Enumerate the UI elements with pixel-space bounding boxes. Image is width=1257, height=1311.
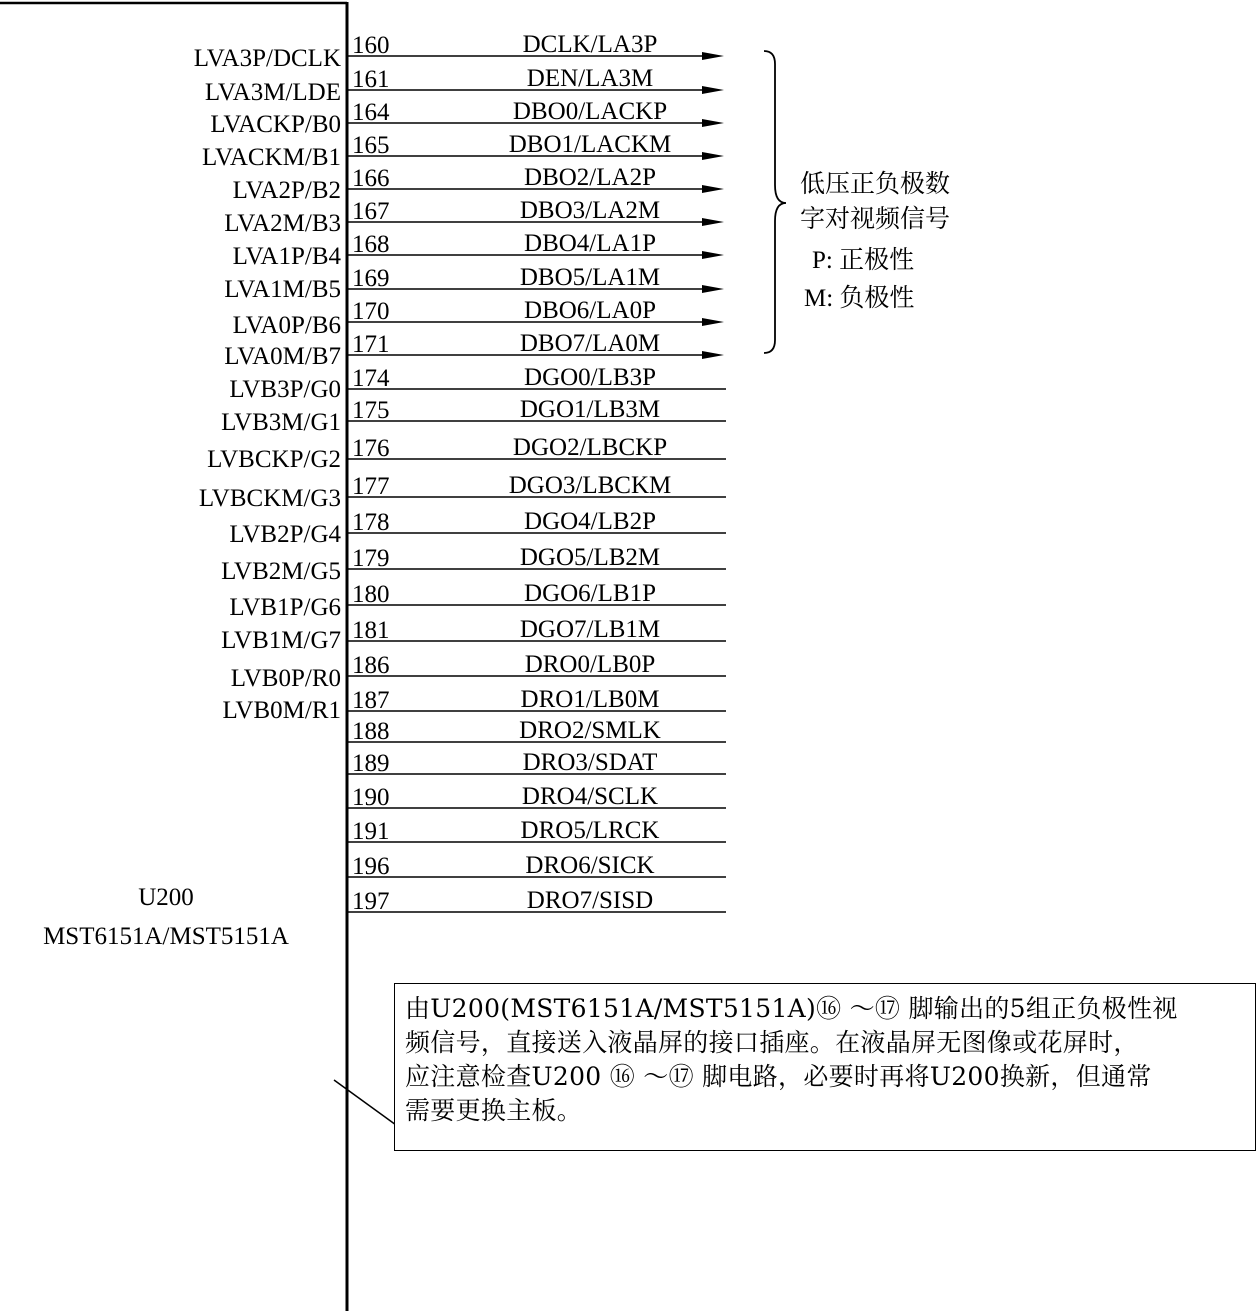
pin-internal-name-179: LVB2M/G5 [221,558,341,585]
pin-number-175: 175 [352,397,390,424]
pin-internal-name-171: LVA0M/B7 [224,343,341,370]
pin-number-171: 171 [352,331,390,358]
pin-number-174: 174 [352,365,390,392]
pin-number-164: 164 [352,99,390,126]
pin-arrow-161 [702,86,724,94]
pin-signal-186: DRO0/LB0P [524,651,656,678]
pin-signal-164: DBO0/LACKP [512,98,668,125]
pin-number-165: 165 [352,132,390,159]
pin-signal-160: DCLK/LA3P [522,31,658,58]
note-line-4: 需要更换主板。 [405,1096,583,1125]
pin-signal-174: DGO0/LB3P [524,364,656,391]
pin-signal-165: DBO1/LACKM [508,131,672,158]
pin-internal-name-180: LVB1P/G6 [229,594,341,621]
pin-arrow-171 [702,351,724,359]
pin-number-178: 178 [352,509,390,536]
pin-number-196: 196 [352,853,390,880]
pin-signal-179: DGO5/LB2M [519,544,661,571]
pin-internal-name-161: LVA3M/LDE [204,79,341,106]
pin-rows [194,31,726,915]
pin-arrow-165 [702,152,724,160]
pin-signal-196: DRO6/SICK [525,852,655,879]
pin-signal-176: DGO2/LBCKP [512,434,668,461]
pin-internal-name-186: LVB0P/R0 [230,665,341,692]
pin-signal-167: DBO3/LA2M [519,197,661,224]
pin-signal-161: DEN/LA3M [526,65,654,92]
pin-internal-name-170: LVA0P/B6 [232,312,341,339]
pin-internal-name-187: LVB0M/R1 [222,697,341,724]
pin-number-191: 191 [352,818,390,845]
pin-signal-187: DRO1/LB0M [520,686,660,713]
pin-internal-name-168: LVA1P/B4 [232,243,341,270]
pin-internal-name-165: LVACKM/B1 [202,144,341,171]
brace-label-line-1: 低压正负极数 [800,171,951,198]
note-leader-line [334,1080,396,1125]
pin-internal-name-174: LVB3P/G0 [229,376,341,403]
pin-number-197: 197 [352,888,390,915]
pin-signal-197: DRO7/SISD [526,887,654,914]
pin-number-161: 161 [352,66,390,93]
pin-number-176: 176 [352,435,390,462]
pin-number-168: 168 [352,231,390,258]
pin-signal-190: DRO4/SCLK [521,783,659,810]
pin-internal-name-175: LVB3M/G1 [221,409,341,436]
group-brace [764,51,786,353]
brace-label-line-2: 字对视频信号 [800,206,951,233]
pin-number-190: 190 [352,784,390,811]
pin-signal-171: DBO7/LA0M [519,330,661,357]
pin-number-189: 189 [352,750,390,777]
pin-number-177: 177 [352,473,390,500]
pin-number-170: 170 [352,298,390,325]
brace-label-line-4: M: 负极性 [804,285,915,312]
pin-number-169: 169 [352,265,390,292]
pin-arrow-168 [702,251,724,259]
pin-internal-name-181: LVB1M/G7 [221,627,341,654]
pin-signal-175: DGO1/LB3M [519,396,661,423]
pin-signal-166: DBO2/LA2P [524,164,656,191]
pin-arrow-164 [702,119,724,127]
pin-internal-name-164: LVACKP/B0 [210,111,341,138]
pin-number-186: 186 [352,652,390,679]
pin-signal-178: DGO4/LB2P [524,508,656,535]
brace-label-line-3: P: 正极性 [812,247,915,274]
pin-signal-169: DBO5/LA1M [519,264,661,291]
pin-signal-180: DGO6/LB1P [524,580,656,607]
pin-number-166: 166 [352,165,390,192]
pin-arrow-166 [702,185,724,193]
pin-signal-181: DGO7/LB1M [519,616,661,643]
pin-signal-168: DBO4/LA1P [524,230,656,257]
pin-internal-name-166: LVA2P/B2 [232,177,341,204]
note-line-2: 频信号，直接送入液晶屏的接口插座。在液晶屏无图像或花屏时， [405,1028,1139,1057]
pin-arrow-167 [702,218,724,226]
pin-signal-177: DGO3/LBCKM [508,472,672,499]
pin-signal-170: DBO6/LA0P [524,297,656,324]
pin-number-160: 160 [352,32,390,59]
pin-signal-191: DRO5/LRCK [520,817,660,844]
pin-internal-name-178: LVB2P/G4 [229,521,341,548]
pin-number-179: 179 [352,545,390,572]
pin-number-188: 188 [352,718,390,745]
pin-arrow-170 [702,318,724,326]
pin-number-187: 187 [352,687,390,714]
note-line-1: 由U200(MST6151A/MST5151A)⑯ ～⑰ 脚输出的5组正负极性视 [405,994,1178,1023]
pin-internal-name-177: LVBCKM/G3 [198,485,341,512]
pin-arrow-169 [702,285,724,293]
pin-internal-name-167: LVA2M/B3 [224,210,341,237]
chip-model-label: MST6151A/MST5151A [43,923,289,950]
pin-number-181: 181 [352,617,390,644]
pin-number-180: 180 [352,581,390,608]
pin-arrow-160 [702,52,724,60]
pin-signal-189: DRO3/SDAT [522,749,658,776]
pin-internal-name-176: LVBCKP/G2 [207,446,341,473]
note-box [394,983,1256,1151]
chip-ref-label: U200 [138,884,194,911]
pin-number-167: 167 [352,198,390,225]
pin-internal-name-160: LVA3P/DCLK [193,45,341,72]
note-line-3: 应注意检查U200 ⑯ ～⑰ 脚电路，必要时再将U200换新，但通常 [405,1062,1152,1091]
pin-signal-188: DRO2/SMLK [519,717,661,744]
pin-internal-name-169: LVA1M/B5 [224,276,341,303]
